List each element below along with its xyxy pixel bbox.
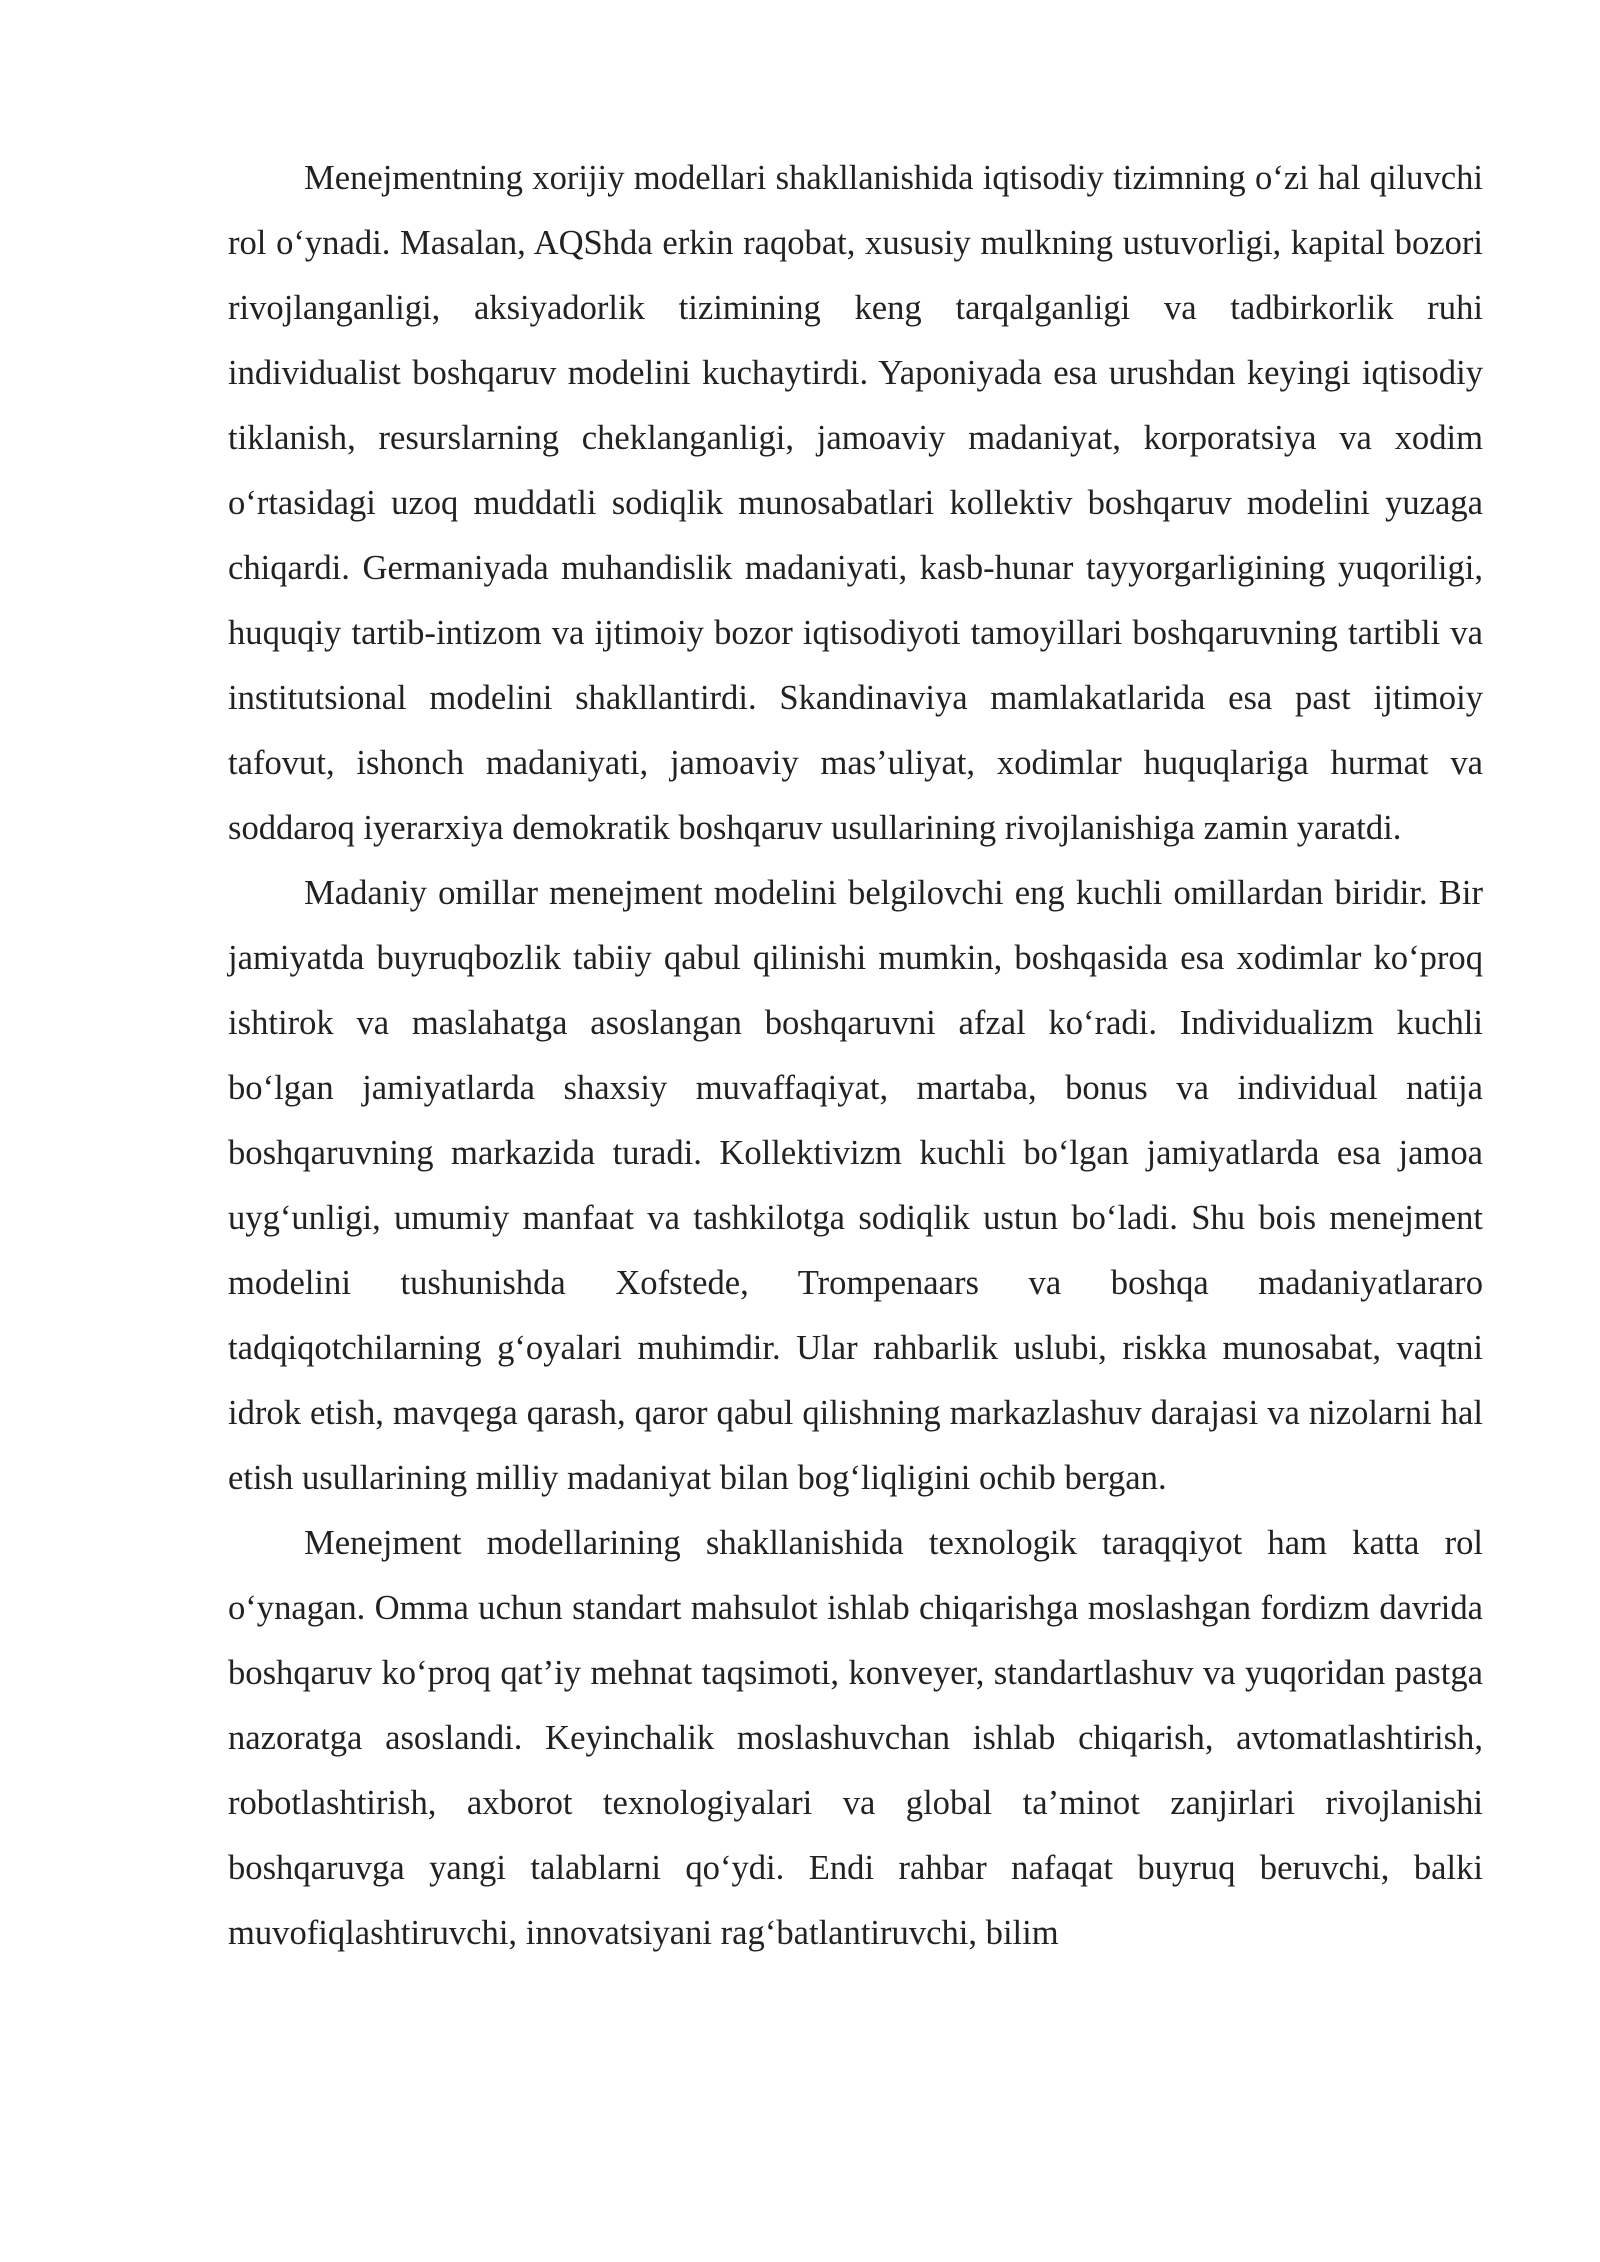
document-page bbox=[228, 146, 1483, 1966]
paragraph-cultural-factors: Madaniy omillar menejment modelini belgilovchi eng kuchli omillardan biridir. Bir jamiyatda buyruqbozlik tabiiy qabul qilinishi mumkin, boshqasida esa xodimlar ko‘proq ishtirok va maslahatga asoslangan boshqaruvni afzal ko‘radi. Individualizm kuchli bo‘lgan jamiyatlarda shaxsiy muvaffaqiyat, martaba, bonus va individual natija boshqaruvning markazida turadi. Kollektivizm kuchli bo‘lgan jamiyatlarda esa jamoa uyg‘unligi, umumiy manfaat va tashkilotga sodiqlik ustun bo‘ladi. Shu bois menejment modelini tushunishda Xofstede, Trompenaars va boshqa madaniyatlararo tadqiqotchilarning g‘oyalari muhimdir. Ular rahbarlik uslubi, riskka munosabat, vaqtni idrok etish, mavqega qarash, qaror qabul qilishning markazlashuv darajasi va nizolarni hal etish usullarining milliy madaniyat bilan bog‘liqligini ochib bergan. bbox=[228, 874, 1483, 1497]
paragraph-economic-systems: Menejmentning xorijiy modellari shakllanishida iqtisodiy tizimning o‘zi hal qiluvchi rol o‘ynadi. Masalan, AQShda erkin raqobat, xususiy mulkning ustuvorligi, kapital bozori rivojlanganligi, aksiyadorlik tizimining keng tarqalganligi va tadbirkorlik ruhi individualist boshqaruv modelini kuchaytirdi. Yaponiyada esa urushdan keyingi iqtisodiy tiklanish, resurslarning cheklanganligi, jamoaviy madaniyat, korporatsiya va xodim o‘rtasidagi uzoq muddatli sodiqlik munosabatlari kollektiv boshqaruv modelini yuzaga chiqardi. Germaniyada muhandislik madaniyati, kasb-hunar tayyorgarligining yuqoriligi, huquqiy tartib-intizom va ijtimoiy bozor iqtisodiyoti tamoyillari boshqaruvning tartibli va institutsional modelini shakllantirdi. Skandinaviya mamlakatlarida esa past ijtimoiy tafovut, ishonch madaniyati, jamoaviy mas’uliyat, xodimlar huquqlariga hurmat va soddaroq iyerarxiya demokratik boshqaruv usullarining rivojlanishiga zamin yaratdi. bbox=[228, 159, 1483, 847]
paragraph-technological-progress: Menejment modellarining shakllanishida texnologik taraqqiyot ham katta rol o‘ynagan. Omma uchun standart mahsulot ishlab chiqarishga moslashgan fordizm davrida boshqaruv ko‘proq qat’iy mehnat taqsimoti, konveyer, standartlashuv va yuqoridan pastga nazoratga asoslandi. Keyinchalik moslashuvchan ishlab chiqarish, avtomatlashtirish, robotlashtirish, axborot texnologiyalari va global ta’minot zanjirlari rivojlanishi boshqaruvga yangi talablarni qo‘ydi. Endi rahbar nafaqat buyruq beruvchi, balki muvofiqlashtiruvchi, innovatsiyani rag‘batlantiruvchi, bilim bbox=[228, 1524, 1483, 1952]
